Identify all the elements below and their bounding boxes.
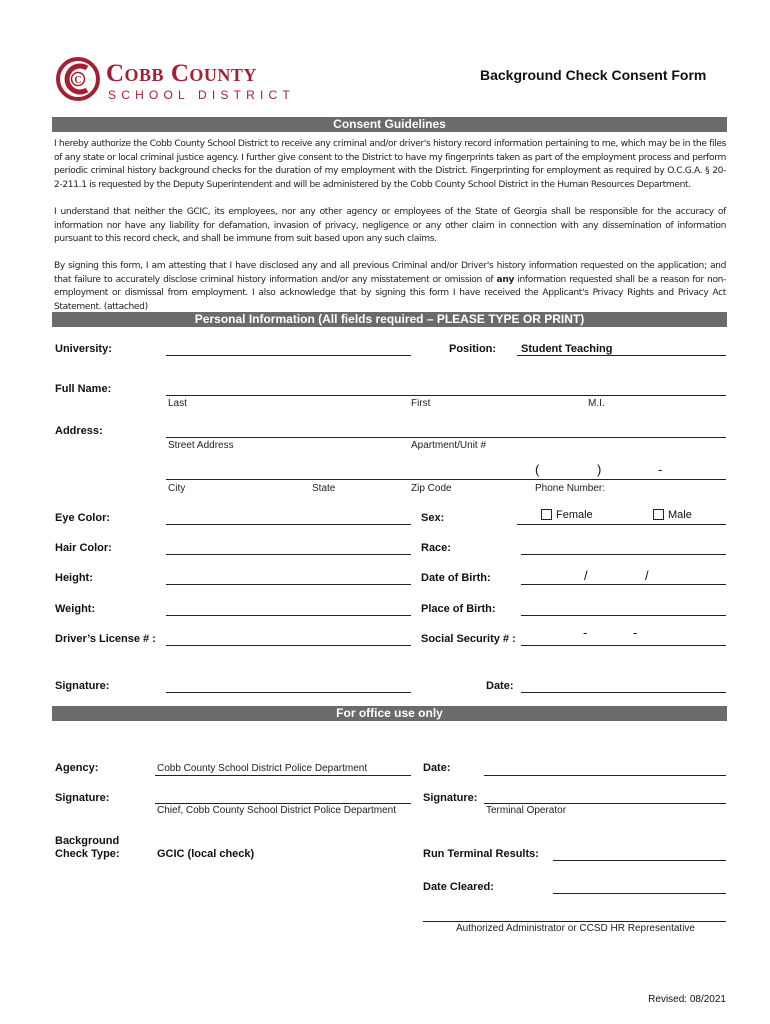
check-type-label-line-1: Background [55,835,120,847]
agency-value: Cobb County School District Police Department [157,763,368,774]
office-use-header: For office use only [52,706,727,721]
city-state-zip-phone-field[interactable] [166,479,726,480]
weight-field[interactable] [166,615,411,616]
weight-label: Weight: [55,603,96,615]
last-name-caption: Last [168,398,187,409]
chief-caption: Chief, Cobb County School District Police Department [157,805,396,816]
terminal-signature-label: Signature: [423,792,478,804]
eye-color-label: Eye Color: [55,512,111,524]
form-title: Background Check Consent Form [480,67,707,83]
consent-paragraph-2: I understand that neither the GCIC, its employees, nor any other agency or employees of the State of Georgia shall be responsible for the accuracy of information nor have any liability for defamation, invasion of privacy, negligence or any other claim in connection with any dissemination of information pursuant to this record check, and shall be immune from suit based upon any such claims. [54,207,726,244]
first-name-caption: First [411,398,431,409]
signature-date-label: Date: [486,680,514,692]
height-label: Height: [55,572,93,584]
female-label: Female [556,509,593,521]
dob-slash-1: / [584,568,588,583]
apartment-caption: Apartment/Unit # [411,440,487,451]
full-name-field[interactable] [166,395,726,396]
place-of-birth-label: Place of Birth: [421,603,496,615]
check-type-label-line-2: Check Type: [55,848,120,860]
signature-date-field[interactable] [521,692,726,693]
female-checkbox[interactable] [541,509,552,520]
position-label: Position: [449,343,497,355]
male-label: Male [668,509,692,521]
district-name: Cobb County [106,60,257,87]
ssn-dash-2: - [633,625,638,640]
phone-caption: Phone Number: [535,483,606,494]
consent-paragraph-3: By signing this form, I am attesting that I have disclosed any and all previous Criminal and/or Driver's history information requested on the application; and that failure to accurately disclose criminal history information and/or any misstatement or omission of any information requested shall be a reason for non-employment or dismissal from employment. I also acknowledge that by signing this form I have received the Applicant's Privacy Rights and Privacy Act Statement. (attached) [54,261,726,312]
chief-signature-field[interactable] [155,803,411,804]
state-caption: State [312,483,336,494]
social-security-field[interactable] [521,645,726,646]
hair-color-field[interactable] [166,554,411,555]
eye-color-field[interactable] [166,524,411,525]
consent-guidelines-header: Consent Guidelines [52,117,727,132]
position-field[interactable] [517,355,726,356]
sex-field [517,524,726,525]
signature-label: Signature: [55,680,110,692]
street-address-caption: Street Address [168,440,234,451]
signature-field[interactable] [166,692,411,693]
terminal-signature-field[interactable] [484,803,726,804]
full-name-label: Full Name: [55,383,112,395]
check-type-value: GCIC (local check) [157,848,255,860]
male-checkbox[interactable] [653,509,664,520]
date-cleared-label: Date Cleared: [423,881,494,893]
place-of-birth-field[interactable] [521,615,726,616]
address-label: Address: [55,425,103,437]
street-address-field[interactable] [166,437,726,438]
terminal-operator-caption: Terminal Operator [486,805,567,816]
date-of-birth-field[interactable] [521,584,726,585]
chief-signature-label: Signature: [55,792,110,804]
district-logo-seal [56,56,100,102]
phone-dash: - [658,462,663,477]
race-field[interactable] [521,554,726,555]
dob-slash-2: / [645,568,649,583]
race-label: Race: [421,542,451,554]
personal-info-header: Personal Information (All fields required – PLEASE TYPE OR PRINT) [52,312,727,327]
administrator-signature-field[interactable] [423,921,726,922]
position-value: Student Teaching [521,343,613,355]
date-of-birth-label: Date of Birth: [421,572,491,584]
run-terminal-results-label: Run Terminal Results: [423,848,539,860]
ssn-dash-1: - [583,625,588,640]
university-label: University: [55,343,112,355]
agency-label: Agency: [55,762,99,774]
university-field[interactable] [166,355,411,356]
run-terminal-results-field[interactable] [553,860,726,861]
consent-paragraph-1: I hereby authorize the Cobb County School District to receive any criminal and/or driver's history record information pertaining to me, which may be in the files of any state or local criminal justice agency. I further give consent to the District to have my fingerprints taken as part of the employment process and perform periodic criminal history background checks for the duration of my employment with the District. Fingerprinting for employment as required by O.C.G.A. § 20-2-211.1 is requested by the Deputy Superintendent and will be administered by the Cobb County School District in the Human Resources Department. [54,139,726,190]
office-date-label: Date: [423,762,451,774]
sex-label: Sex: [421,512,445,524]
middle-initial-caption: M.I. [588,398,605,409]
zip-caption: Zip Code [411,483,452,494]
agency-field [155,775,411,776]
revision-date: Revised: 08/2021 [648,994,726,1005]
height-field[interactable] [166,584,411,585]
drivers-license-field[interactable] [166,645,411,646]
svg-text:C: C [74,75,82,86]
administrator-caption: Authorized Administrator or CCSD HR Representative [456,923,695,934]
district-subtitle: SCHOOL DISTRICT [108,88,295,102]
hair-color-label: Hair Color: [55,542,112,554]
social-security-label: Social Security # : [421,633,516,645]
phone-open-paren: ( [535,462,540,477]
date-cleared-field[interactable] [553,893,726,894]
drivers-license-label: Driver’s License # : [55,633,156,645]
phone-close-paren: ) [597,462,602,477]
office-date-field[interactable] [484,775,726,776]
city-caption: City [168,483,186,494]
